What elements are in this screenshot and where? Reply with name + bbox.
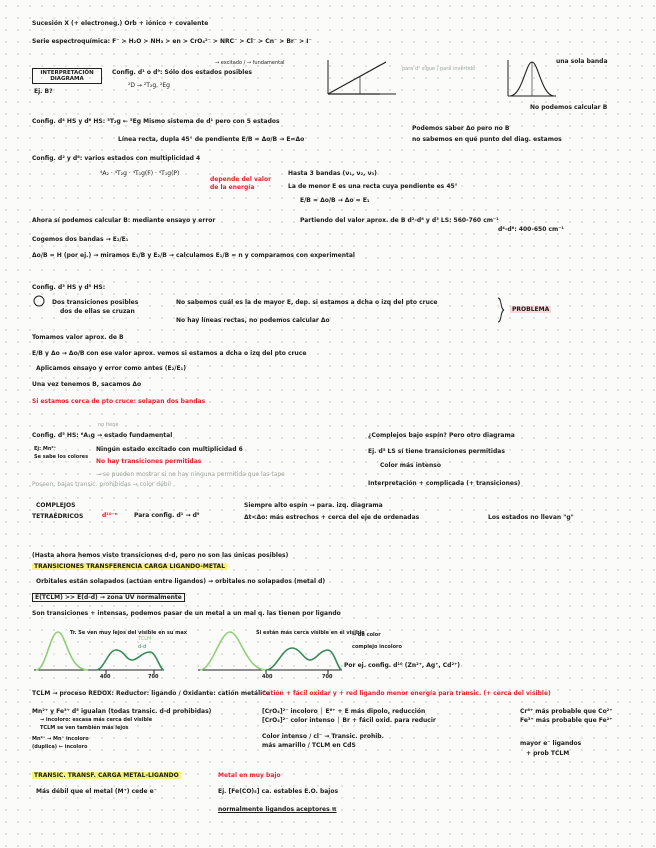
dd-label: d-d [138, 644, 147, 650]
intense-transitions: Son transiciones + intensas, podemos pasar de un metal a un mal q. las tienen por ligando [32, 610, 341, 617]
two-transitions: Dos transiciones posibles [52, 299, 139, 306]
approx-b: Tomamos valor aprox. de B [32, 334, 124, 341]
cro4-colorless: [CrO₄]²⁻ incoloro │ E⁶⁺ + E más dipolo, reducción [262, 708, 426, 715]
axis-700-left: 700 [148, 674, 159, 680]
trial-error: Aplicamos ensayo y error como antes (E₂/E₁) [36, 365, 186, 372]
depends-note-1: depende del valor [210, 176, 272, 183]
single-band-sketch [504, 56, 558, 102]
complex-interpretation: Interpretación + complicada (+ transiciones) [368, 480, 521, 487]
get-delta: Una vez tenemos B, sacamos Δo [32, 381, 142, 388]
complexes-label: COMPLEJOS [36, 502, 76, 509]
unknown-highest: No sabemos cuál es la de mayor E, dep. si estamos a dcha o izq del pto cruce [176, 299, 438, 306]
d1-terms: ²D → ²T₂g, ²Eg [128, 82, 170, 89]
three-bands: Hasta 3 bandas (ν₁, ν₂, ν₃) [288, 170, 377, 177]
no-excited-6: Ningún estado excitado con multiplicidad 6 [96, 446, 243, 453]
config-d2-d8: Config. d² y d⁸: varios estados con multiplicidad 4 [32, 155, 201, 162]
d10-n: d¹⁰⁻ⁿ [102, 512, 118, 519]
pi-acceptors: normalmente ligandos aceptores π [218, 806, 337, 813]
d2-terms: ⁴A₂ · ⁴T₂g · ⁴T₁g(F) · ⁴T₁g(P) [100, 170, 180, 177]
d10-example: Por ej. config. d¹⁰ (Zn²⁺, Ag⁺, Cd²⁺) [344, 662, 460, 669]
mn-colorless: Mn²⁺ → Mn⁺ incoloro [32, 736, 89, 742]
orbitals-note: Orbitales están solapados (actúan entre ligandos) → orbitales no solapados (metal d) [36, 578, 326, 585]
weak-color-note: Poseen: bajas transic. prohibidas → color débil [32, 481, 171, 488]
d5-ls-example: Ej. d⁵ LS sí tiene transiciones permitidas [368, 448, 505, 455]
more-yellow: más amarillo / TCLM en CdS [262, 742, 356, 749]
more-intense: Color más intenso [380, 462, 441, 469]
check-side: E/B y Δo → Δo/B con ese valor aprox. vemos si estamos a dcha o izq del pto cruce [32, 350, 307, 357]
narrower-note: Δt<Δo: más estrechos + cerca del eje de ordenadas [244, 514, 420, 521]
colorless-note: complejo incoloro [352, 644, 402, 650]
easier-oxidize: Catión + fácil oxidar y + red ligando menor energía para transic. (+ cerca del visible) [262, 690, 551, 697]
single-band-note: una sola banda [556, 58, 608, 65]
config-d4-d6: Config. d⁴ HS y d⁶ HS: ⁵T₂g ← ⁵Eg Mismo sistema de d¹ pero con 5 estados [32, 118, 280, 125]
cannot-calc-b: No podemos calcular B [530, 104, 608, 111]
ratio-procedure: Δo/B = H (por ej.) → miramos E₁/B y E₂/B → calculamos E₁/B = n y comparamos con experimental [32, 252, 355, 259]
config-d5-hs: Config. d⁵ HS: ⁶A₁g → estado fundamental [32, 432, 173, 439]
config-range: Para config. d¹ → d⁹ [134, 512, 200, 519]
straight-line-note: Línea recta, dupla 45° de pendiente E/B = Δo/B → E=Δo [118, 136, 305, 143]
example-mn: Ej: Mn²⁺ [34, 446, 57, 452]
axis-400-left: 400 [100, 674, 111, 680]
more-prob-tclm: + prob TCLM [526, 750, 570, 757]
spectrochemical-series: Serie espectroquímica: F⁻ > H₂O > NH₃ > en > CrO₄²⁻ > NRC⁻ > Cl⁻ > Cn⁻ > Br⁻ > I⁻ [32, 38, 312, 45]
take-two-bands: Cogemos dos bandas → E₂/E₁ [32, 236, 129, 243]
cro4-intense: [CrO₄]²⁻ color intenso │ Br + fácil oxid. para reducir [262, 717, 436, 724]
tanabe-sugano-sketch [320, 56, 398, 98]
lowest-e-line: La de menor E es una recta cuya pendiente es 45° [288, 183, 458, 190]
other-transitions: (Hasta ahora hemos visto transiciones d-d, pero no son las únicas posibles) [32, 552, 289, 559]
always-high-spin: Siempre alto espín → para. izq. diagrama [244, 502, 383, 509]
depends-note-2: de la energía [210, 184, 255, 191]
far-uv-note: Tr. Se ven muy lejos del visible en su max [70, 630, 187, 636]
no-g-states: Los estados no llevan "g" [488, 514, 574, 521]
unknown-point: no sabemos en qué punto del diag. estamos [412, 136, 562, 143]
circle-mark-icon [32, 294, 46, 308]
approx-b-values: Partiendo del valor aprox. de B d²-d⁸ y d³ LS: 560-760 cm⁻¹ [300, 217, 499, 224]
series-line-1: Sucesión X (+ electroneg.) Orb + iónico + covalente [32, 20, 209, 27]
interpretation-box: INTERPRETACIÓN DIAGRAMA [32, 68, 102, 84]
no-straight-lines: No hay líneas rectas, no podemos calcular Δo [176, 317, 330, 324]
now-calc-b: Ahora sí podemos calcular B: mediante ensayo y error [32, 217, 216, 224]
two-cross: dos de ellas se cruzan [60, 308, 135, 315]
no-allowed-transitions: No hay transiciones permitidas [96, 458, 202, 465]
closer-visible-note: Si están más cerca visible en el visible [256, 630, 365, 636]
mn-fe-note: Mn²⁺ y Fe³⁺ d⁵ igualan (todas transic. d-d prohibidas) [32, 708, 212, 715]
colors-known: Se sabe los colores [34, 454, 89, 460]
redox-process: TCLM → proceso REDOX: Reductor: ligando / Oxidante: catión metálico [32, 690, 270, 697]
excited-fundamental-note: → excitado / → fundamental [215, 60, 285, 66]
no-has-note: no tiene [98, 422, 119, 428]
fe-co-example: Ej. [Fe(CO)₅] ca. estables E.O. bajos [218, 788, 339, 795]
lmct-title: TRANSICIONES TRANSFERENCIA CARGA LIGANDO-METAL [34, 563, 226, 570]
config-d1-d9: Config. d¹ o d⁹: Sólo dos estados posibles [112, 69, 253, 76]
overlap-warning: Si estamos cerca de pto cruce: solapan dos bandas [32, 398, 206, 405]
metal-gives-e: Más débil que el metal (M⁺) cede e⁻ [36, 788, 157, 795]
problem-label: PROBLEMA [512, 306, 550, 313]
colored-note: → de color [352, 632, 381, 638]
low-spin-question: ¿Complejos bajo espín? Pero otro diagrama [368, 432, 515, 439]
more-ligand-electrons: mayor e⁻ ligandos [520, 740, 582, 747]
brace-icon [496, 296, 506, 324]
cr-probable: Cr⁶⁺ más probable que Co²⁺ [520, 708, 613, 715]
forbidden-show-note: → se pueden mostrar si no hay ninguna permitida que las tape [96, 471, 285, 478]
duplicate-colorless: (duplica) ← incoloro [32, 744, 88, 750]
delta-o-eq: E/B = Δo/B → Δo = E₁ [300, 197, 370, 204]
axis-700-right: 700 [322, 674, 333, 680]
fe-probable: Fe³⁺ más probable que Fe²⁺ [520, 717, 613, 724]
config-d3-d5: Config. d³ HS y d⁵ HS: [32, 284, 106, 291]
tetrahedral-label: TETRAÉDRICOS [32, 513, 84, 520]
tclm-label: TCLM [138, 636, 152, 642]
example-b: Ej. B? [34, 88, 53, 95]
intense-color: Color intenso / cl⁻ → Transic. prohib. [262, 733, 384, 740]
approx-b-values-2: d⁴-d⁶: 400-650 cm⁻¹ [498, 226, 565, 233]
lmct-energy: E(TCLM) >> E(d-d) → zona UV normalmente [32, 593, 185, 602]
tclm-far: TCLM se ven también más lejos [40, 725, 129, 731]
low-metal-note: Metal en muy bajo [218, 772, 281, 779]
mlct-title: TRANSIC. TRANSF. CARGA METAL-LIGANDO [34, 772, 179, 779]
closer-visible: → incoloro: escasa más cerca del visible [40, 717, 153, 723]
axis-400-right: 400 [262, 674, 273, 680]
know-do-not-b: Podemos saber Δo pero no B [412, 125, 510, 132]
d1-follow-note: para d¹ sigue / para invertido [402, 66, 476, 72]
